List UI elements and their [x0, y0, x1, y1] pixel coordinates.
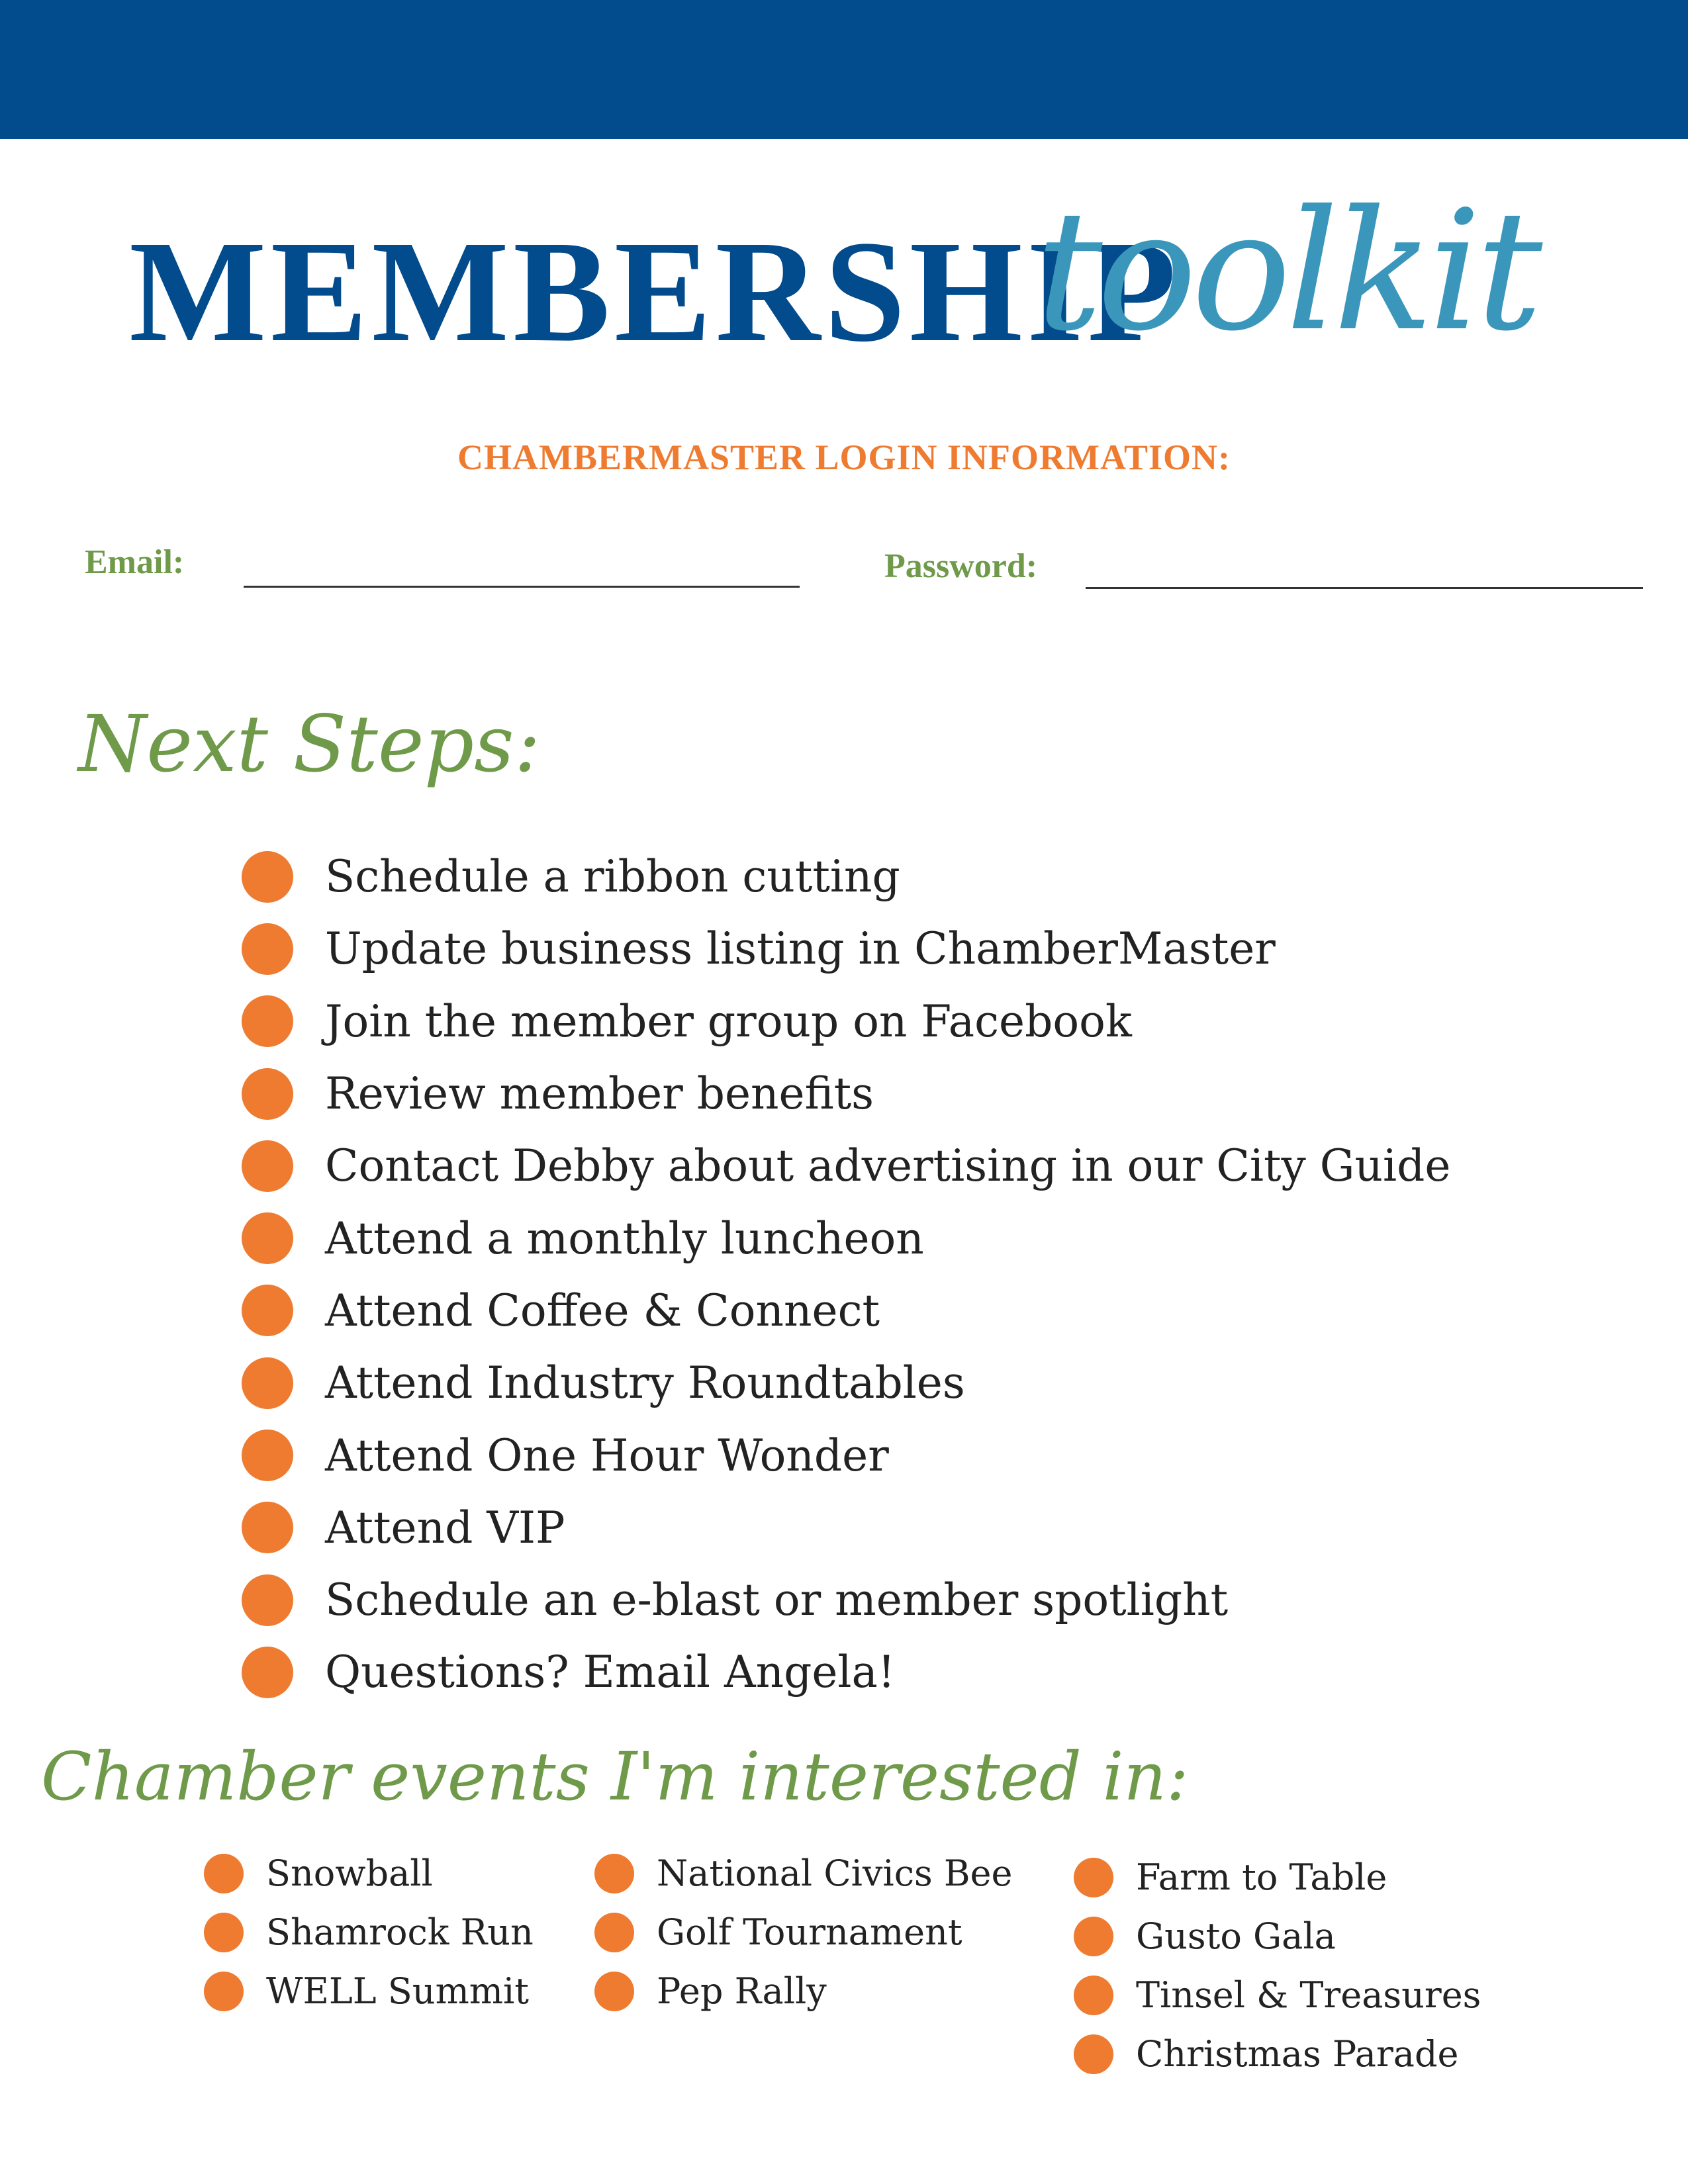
bullet-icon [204, 1972, 244, 2011]
events-column-2 [594, 1844, 1012, 2021]
event-label: Christmas Parade [1136, 2033, 1459, 2075]
list-item [1074, 2025, 1481, 2083]
step-text: Schedule a ribbon cutting [325, 851, 900, 903]
list-item [242, 841, 1450, 913]
email-label: Email: [85, 543, 185, 581]
bullet-icon [242, 1647, 293, 1698]
bullet-icon [1074, 1976, 1113, 2015]
list-item [594, 1903, 1012, 1962]
list-item [242, 1347, 1450, 1419]
password-label: Password: [884, 547, 1038, 585]
bullet-icon [242, 1502, 293, 1553]
list-item [204, 1903, 534, 1962]
step-text: Contact Debby about advertising in our City Guide [325, 1140, 1451, 1192]
list-item [242, 1419, 1450, 1491]
events-column-1 [204, 1844, 534, 2021]
bullet-icon [594, 1913, 634, 1952]
next-steps-list [242, 841, 1450, 1709]
step-text: Attend One Hour Wonder [325, 1430, 889, 1481]
list-item [594, 1962, 1012, 2021]
event-label: Farm to Table [1136, 1856, 1387, 1898]
email-field[interactable] [244, 586, 800, 588]
event-label: WELL Summit [266, 1970, 529, 2012]
step-text: Attend a monthly luncheon [325, 1212, 924, 1264]
bullet-icon [204, 1913, 244, 1952]
event-label: Snowball [266, 1852, 433, 1894]
step-text: Attend VIP [325, 1502, 565, 1553]
list-item [1074, 1907, 1481, 1966]
event-label: National Civics Bee [657, 1852, 1013, 1894]
list-item [1074, 1848, 1481, 1907]
bullet-icon [242, 1140, 293, 1192]
page-title: MEMBERSHIP [129, 210, 1180, 372]
event-label: Tinsel & Treasures [1136, 1974, 1481, 2016]
step-text: Join the member group on Facebook [325, 995, 1132, 1047]
header-band [0, 0, 1688, 139]
bullet-icon [1074, 2034, 1113, 2074]
page-title-script: toolkit [1036, 175, 1538, 367]
list-item [242, 985, 1450, 1058]
list-item [242, 1130, 1450, 1202]
bullet-icon [242, 1068, 293, 1120]
step-text: Questions? Email Angela! [325, 1647, 896, 1698]
step-text: Review member benefits [325, 1068, 874, 1120]
step-text: Schedule an e-blast or member spotlight [325, 1574, 1229, 1626]
event-label: Gusto Gala [1136, 1915, 1336, 1957]
bullet-icon [242, 923, 293, 975]
bullet-icon [1074, 1858, 1113, 1897]
list-item [242, 1202, 1450, 1274]
list-item [242, 913, 1450, 985]
login-heading: CHAMBERMASTER LOGIN INFORMATION: [457, 437, 1231, 477]
bullet-icon [242, 1357, 293, 1409]
list-item [242, 1564, 1450, 1636]
password-field[interactable] [1086, 587, 1643, 589]
bullet-icon [242, 1574, 293, 1626]
events-heading: Chamber events I'm interested in: [41, 1738, 1189, 1815]
bullet-icon [242, 1285, 293, 1336]
next-steps-heading: Next Steps: [78, 698, 541, 790]
events-column-3 [1074, 1848, 1481, 2083]
bullet-icon [204, 1854, 244, 1893]
bullet-icon [242, 851, 293, 903]
list-item [242, 1058, 1450, 1130]
bullet-icon [594, 1972, 634, 2011]
bullet-icon [594, 1854, 634, 1893]
list-item [242, 1492, 1450, 1564]
list-item [242, 1636, 1450, 1708]
list-item [1074, 1966, 1481, 2025]
event-label: Golf Tournament [657, 1911, 962, 1953]
bullet-icon [1074, 1917, 1113, 1956]
event-label: Pep Rally [657, 1970, 827, 2012]
bullet-icon [242, 995, 293, 1047]
step-text: Update business listing in ChamberMaster [325, 923, 1276, 975]
list-item [204, 1962, 534, 2021]
list-item [204, 1844, 534, 1903]
step-text: Attend Industry Roundtables [325, 1357, 965, 1409]
event-label: Shamrock Run [266, 1911, 534, 1953]
list-item [594, 1844, 1012, 1903]
list-item [242, 1275, 1450, 1347]
bullet-icon [242, 1212, 293, 1264]
step-text: Attend Coffee & Connect [325, 1285, 880, 1336]
bullet-icon [242, 1430, 293, 1481]
